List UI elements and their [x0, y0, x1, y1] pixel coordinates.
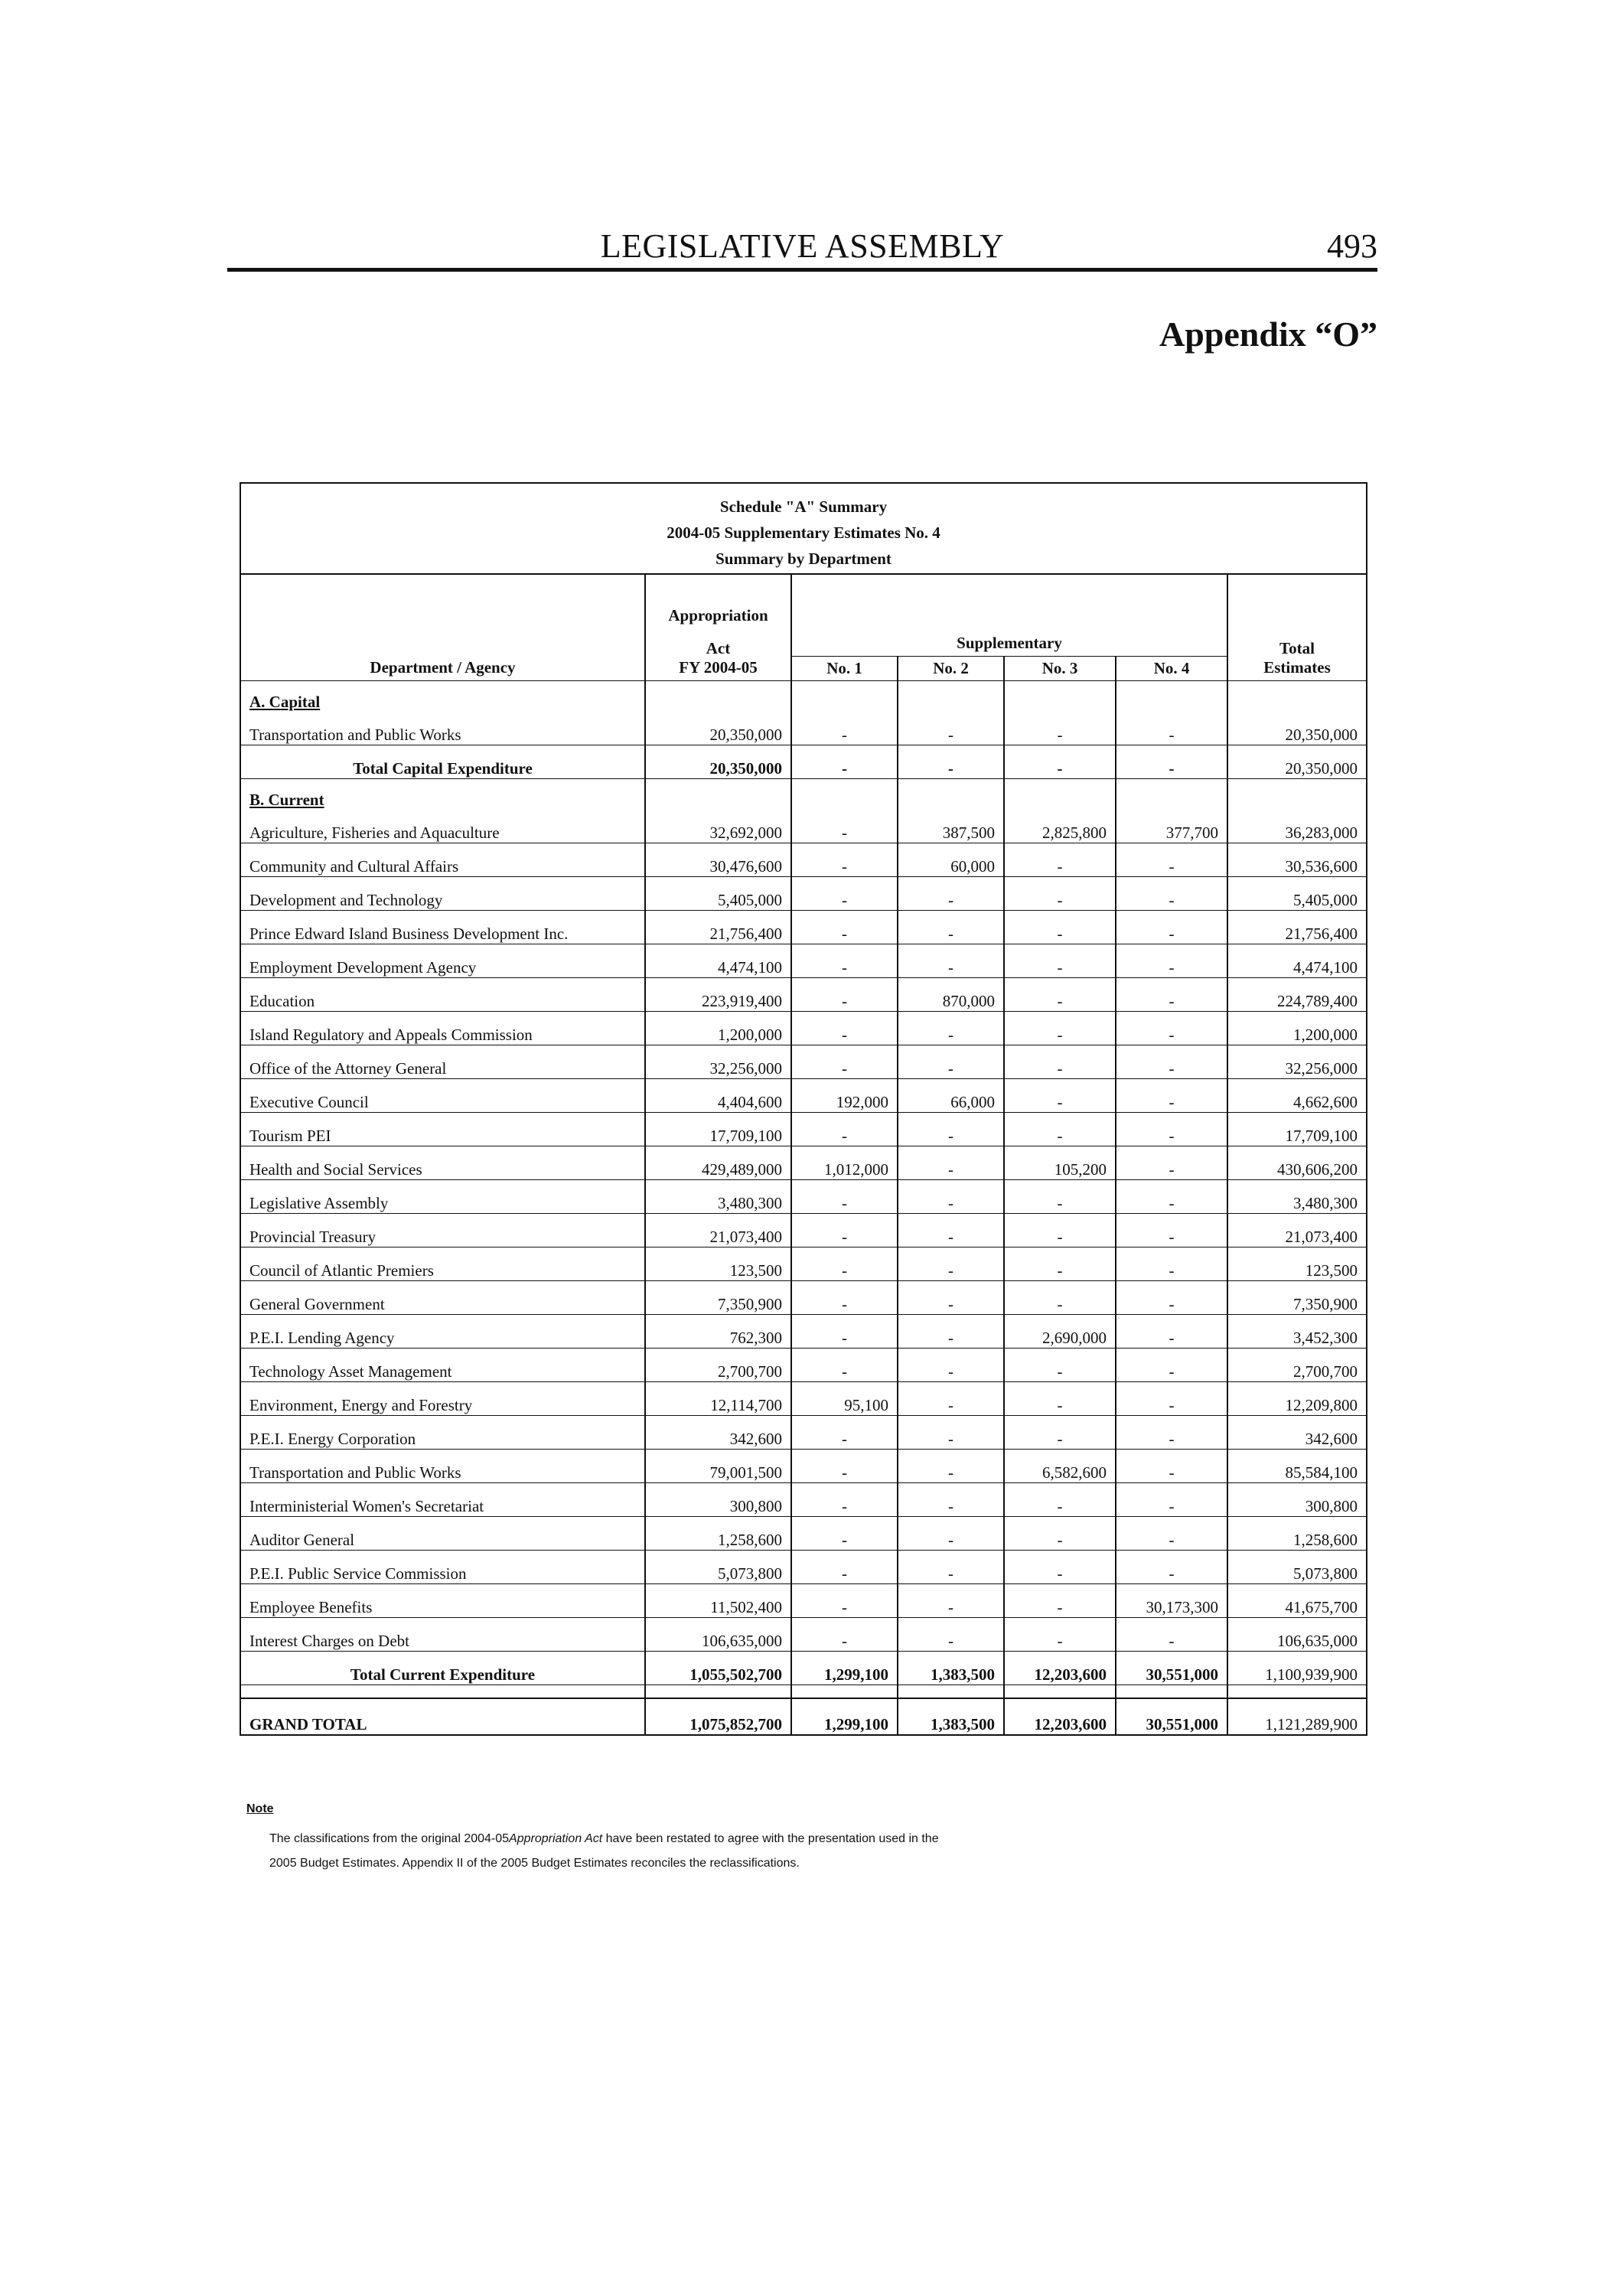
- estimates-table-body: [241, 575, 1366, 1734]
- value-cell: -: [1116, 944, 1227, 978]
- row-label: Total Capital Expenditure: [241, 745, 645, 779]
- value-cell: -: [1004, 1517, 1116, 1551]
- value-cell: -: [791, 1416, 898, 1450]
- value-cell: -: [791, 1045, 898, 1079]
- value-cell: 6,582,600: [1004, 1450, 1116, 1483]
- value-cell: -: [1116, 1113, 1227, 1146]
- value-cell: -: [898, 1012, 1004, 1045]
- schedule-subtitle: 2004-05 Supplementary Estimates No. 4: [667, 523, 940, 542]
- row-label: Office of the Attorney General: [241, 1045, 645, 1079]
- total-line-1: Total: [1279, 639, 1315, 657]
- value-cell: -: [1116, 712, 1227, 745]
- total-cell: 5,073,800: [1227, 1551, 1366, 1584]
- value-cell: 1,012,000: [791, 1146, 898, 1180]
- value-cell: 60,000: [898, 843, 1004, 877]
- note-text-before: The classifications from the original 2004-05: [269, 1832, 510, 1845]
- total-cell: 3,452,300: [1227, 1315, 1366, 1349]
- value-cell: 4,404,600: [645, 1079, 791, 1113]
- value-cell: -: [791, 1483, 898, 1517]
- value-cell: -: [1116, 1214, 1227, 1247]
- value-cell: 5,405,000: [645, 877, 791, 911]
- table-row: [241, 1079, 1366, 1113]
- value-cell: -: [791, 1315, 898, 1349]
- value-cell: -: [1116, 1045, 1227, 1079]
- column-header-no4: No. 4: [1153, 659, 1190, 677]
- value-cell: 2,700,700: [645, 1349, 791, 1382]
- value-cell: -: [898, 1281, 1004, 1315]
- value-cell: 21,756,400: [645, 911, 791, 944]
- value-cell: 123,500: [645, 1247, 791, 1281]
- value-cell: -: [1116, 911, 1227, 944]
- total-cell: 1,200,000: [1227, 1012, 1366, 1045]
- supplementary-subheaders: [792, 656, 1227, 680]
- value-cell: -: [1004, 1483, 1116, 1517]
- value-cell: -: [1116, 1315, 1227, 1349]
- blank-cell: [791, 681, 898, 713]
- value-cell: -: [1116, 1349, 1227, 1382]
- total-cell: 106,635,000: [1227, 1618, 1366, 1652]
- total-cell: 1,100,939,900: [1227, 1652, 1366, 1685]
- appropriation-line-2: Act: [706, 639, 731, 657]
- total-cell: 4,474,100: [1227, 944, 1366, 978]
- schedule-summary-table: [240, 482, 1367, 1736]
- value-cell: 2,825,800: [1004, 810, 1116, 843]
- value-cell: 17,709,100: [645, 1113, 791, 1146]
- note-line-2: 2005 Budget Estimates. Appendix II of the 2005 Budget Estimates reconciles the reclassifications.: [269, 1857, 800, 1870]
- value-cell: -: [1004, 1618, 1116, 1652]
- value-cell: 12,114,700: [645, 1382, 791, 1416]
- table-row: [241, 1382, 1366, 1416]
- value-cell: -: [1004, 1180, 1116, 1214]
- spacer-row: [241, 1685, 1366, 1699]
- value-cell: -: [791, 1180, 898, 1214]
- row-label: Council of Atlantic Premiers: [241, 1247, 645, 1281]
- appropriation-line-1: Appropriation: [668, 606, 768, 625]
- value-cell: 1,383,500: [898, 1652, 1004, 1685]
- row-label: Environment, Energy and Forestry: [241, 1382, 645, 1416]
- value-cell: -: [791, 1214, 898, 1247]
- value-cell: 387,500: [898, 810, 1004, 843]
- section-row-capital: [241, 681, 1366, 713]
- row-label: Transportation and Public Works: [241, 712, 645, 745]
- page-header: [227, 223, 1377, 272]
- note-text-after: have been restated to agree with the presentation used in the: [602, 1832, 939, 1845]
- value-cell: 21,073,400: [645, 1214, 791, 1247]
- value-cell: 32,692,000: [645, 810, 791, 843]
- value-cell: -: [791, 978, 898, 1012]
- value-cell: -: [1004, 1551, 1116, 1584]
- row-label: Health and Social Services: [241, 1146, 645, 1180]
- value-cell: 12,203,600: [1004, 1698, 1116, 1734]
- column-header-no1: No. 1: [792, 657, 898, 680]
- total-row: [241, 1652, 1366, 1685]
- value-cell: -: [898, 1416, 1004, 1450]
- value-cell: -: [1004, 911, 1116, 944]
- blank-cell: [1227, 681, 1366, 713]
- value-cell: -: [1116, 877, 1227, 911]
- row-label: Auditor General: [241, 1517, 645, 1551]
- value-cell: 342,600: [645, 1416, 791, 1450]
- value-cell: -: [1004, 712, 1116, 745]
- blank-cell: [1004, 681, 1116, 713]
- value-cell: -: [791, 1517, 898, 1551]
- value-cell: -: [1116, 1450, 1227, 1483]
- value-cell: 870,000: [898, 978, 1004, 1012]
- blank-cell: [645, 779, 791, 810]
- value-cell: -: [791, 1450, 898, 1483]
- total-cell: 21,073,400: [1227, 1214, 1366, 1247]
- value-cell: -: [791, 1113, 898, 1146]
- section-label: B. Current: [249, 791, 324, 809]
- total-cell: 2,700,700: [1227, 1349, 1366, 1382]
- value-cell: 2,690,000: [1004, 1315, 1116, 1349]
- table-row: [241, 712, 1366, 745]
- value-cell: 3,480,300: [645, 1180, 791, 1214]
- table-row: [241, 843, 1366, 877]
- row-label: Interest Charges on Debt: [241, 1618, 645, 1652]
- running-title: LEGISLATIVE ASSEMBLY: [600, 227, 1005, 265]
- value-cell: -: [1004, 1045, 1116, 1079]
- table-row: [241, 944, 1366, 978]
- row-label: General Government: [241, 1281, 645, 1315]
- row-label: P.E.I. Lending Agency: [241, 1315, 645, 1349]
- value-cell: -: [1004, 1247, 1116, 1281]
- total-cell: 7,350,900: [1227, 1281, 1366, 1315]
- row-label: Employee Benefits: [241, 1584, 645, 1618]
- row-label: Interministerial Women's Secretariat: [241, 1483, 645, 1517]
- blank-cell: [1004, 1685, 1116, 1699]
- total-cell: 224,789,400: [1227, 978, 1366, 1012]
- row-label: P.E.I. Energy Corporation: [241, 1416, 645, 1450]
- row-label: Employment Development Agency: [241, 944, 645, 978]
- column-header-no3: No. 3: [1005, 657, 1116, 680]
- value-cell: -: [898, 1517, 1004, 1551]
- value-cell: -: [898, 1349, 1004, 1382]
- table-header-row: [241, 575, 1366, 681]
- row-label: Total Current Expenditure: [241, 1652, 645, 1685]
- value-cell: 30,551,000: [1116, 1698, 1227, 1734]
- value-cell: 1,383,500: [898, 1698, 1004, 1734]
- row-label: Prince Edward Island Business Development Inc.: [241, 911, 645, 944]
- value-cell: 95,100: [791, 1382, 898, 1416]
- schedule-caption: Summary by Department: [715, 550, 892, 568]
- table-row: [241, 1483, 1366, 1517]
- value-cell: -: [1004, 1584, 1116, 1618]
- table-row: [241, 911, 1366, 944]
- value-cell: -: [898, 1214, 1004, 1247]
- grand-total-row: [241, 1698, 1366, 1734]
- value-cell: 4,474,100: [645, 944, 791, 978]
- table-row: [241, 1180, 1366, 1214]
- value-cell: -: [1004, 944, 1116, 978]
- value-cell: -: [1116, 1382, 1227, 1416]
- value-cell: 105,200: [1004, 1146, 1116, 1180]
- row-label: Transportation and Public Works: [241, 1450, 645, 1483]
- value-cell: -: [1116, 1416, 1227, 1450]
- table-row: [241, 810, 1366, 843]
- value-cell: -: [791, 1012, 898, 1045]
- value-cell: -: [898, 877, 1004, 911]
- value-cell: -: [791, 877, 898, 911]
- table-row: [241, 1113, 1366, 1146]
- value-cell: -: [898, 911, 1004, 944]
- value-cell: -: [1004, 978, 1116, 1012]
- row-label: Tourism PEI: [241, 1113, 645, 1146]
- row-label: Provincial Treasury: [241, 1214, 645, 1247]
- total-cell: 3,480,300: [1227, 1180, 1366, 1214]
- blank-cell: [1116, 681, 1227, 713]
- value-cell: 192,000: [791, 1079, 898, 1113]
- total-cell: 20,350,000: [1227, 745, 1366, 779]
- value-cell: -: [1116, 1281, 1227, 1315]
- value-cell: -: [1116, 1079, 1227, 1113]
- section-row-current: [241, 779, 1366, 810]
- blank-cell: [1004, 779, 1116, 810]
- note-text-italic: Appropriation Act: [509, 1832, 603, 1845]
- column-header-no2: No. 2: [898, 657, 1005, 680]
- note-label: Note: [246, 1802, 274, 1815]
- total-cell: 12,209,800: [1227, 1382, 1366, 1416]
- value-cell: 1,055,502,700: [645, 1652, 791, 1685]
- blank-cell: [791, 1685, 898, 1699]
- value-cell: 106,635,000: [645, 1618, 791, 1652]
- value-cell: -: [898, 745, 1004, 779]
- blank-cell: [898, 779, 1004, 810]
- value-cell: 429,489,000: [645, 1146, 791, 1180]
- value-cell: 5,073,800: [645, 1551, 791, 1584]
- value-cell: -: [1004, 1113, 1116, 1146]
- value-cell: 1,200,000: [645, 1012, 791, 1045]
- value-cell: -: [1004, 745, 1116, 779]
- value-cell: -: [791, 745, 898, 779]
- total-cell: 17,709,100: [1227, 1113, 1366, 1146]
- table-row: [241, 1045, 1366, 1079]
- value-cell: -: [791, 1551, 898, 1584]
- column-header-appropriation: [645, 575, 791, 681]
- row-label: Agriculture, Fisheries and Aquaculture: [241, 810, 645, 843]
- value-cell: 20,350,000: [645, 712, 791, 745]
- value-cell: -: [1004, 1416, 1116, 1450]
- value-cell: -: [1116, 745, 1227, 779]
- row-label: Executive Council: [241, 1079, 645, 1113]
- value-cell: 1,299,100: [791, 1698, 898, 1734]
- value-cell: 11,502,400: [645, 1584, 791, 1618]
- value-cell: -: [898, 1247, 1004, 1281]
- value-cell: -: [898, 944, 1004, 978]
- value-cell: 30,476,600: [645, 843, 791, 877]
- total-row: [241, 745, 1366, 779]
- total-cell: 20,350,000: [1227, 712, 1366, 745]
- value-cell: 377,700: [1116, 810, 1227, 843]
- blank-cell: [241, 1685, 645, 1699]
- table-row: [241, 1214, 1366, 1247]
- total-cell: 4,662,600: [1227, 1079, 1366, 1113]
- table-row: [241, 1247, 1366, 1281]
- value-cell: -: [898, 1146, 1004, 1180]
- value-cell: -: [791, 944, 898, 978]
- total-cell: 5,405,000: [1227, 877, 1366, 911]
- value-cell: -: [898, 1551, 1004, 1584]
- total-cell: 430,606,200: [1227, 1146, 1366, 1180]
- table-row: [241, 1618, 1366, 1652]
- value-cell: -: [1116, 1146, 1227, 1180]
- table-row: [241, 1315, 1366, 1349]
- value-cell: 79,001,500: [645, 1450, 791, 1483]
- table-row: [241, 1012, 1366, 1045]
- table-row: [241, 1584, 1366, 1618]
- section-label-capital: A. Capital: [249, 693, 321, 711]
- value-cell: -: [1116, 1247, 1227, 1281]
- value-cell: -: [791, 1584, 898, 1618]
- value-cell: -: [898, 1180, 1004, 1214]
- value-cell: -: [898, 1450, 1004, 1483]
- table-row: [241, 1349, 1366, 1382]
- value-cell: -: [898, 1483, 1004, 1517]
- column-header-supplementary-group: [791, 575, 1227, 681]
- total-cell: 1,121,289,900: [1227, 1698, 1366, 1734]
- total-cell: 30,536,600: [1227, 843, 1366, 877]
- row-label: Community and Cultural Affairs: [241, 843, 645, 877]
- value-cell: -: [791, 712, 898, 745]
- value-cell: -: [898, 1045, 1004, 1079]
- value-cell: 1,299,100: [791, 1652, 898, 1685]
- value-cell: -: [1004, 1012, 1116, 1045]
- row-label: Technology Asset Management: [241, 1349, 645, 1382]
- value-cell: 20,350,000: [645, 745, 791, 779]
- value-cell: 12,203,600: [1004, 1652, 1116, 1685]
- table-row: [241, 1450, 1366, 1483]
- appropriation-line-3: FY 2004-05: [679, 658, 758, 677]
- total-cell: 342,600: [1227, 1416, 1366, 1450]
- value-cell: -: [791, 1247, 898, 1281]
- value-cell: 300,800: [645, 1483, 791, 1517]
- column-header-department: Department / Agency: [241, 575, 645, 681]
- note-text: [246, 1827, 1364, 1876]
- value-cell: -: [898, 1618, 1004, 1652]
- row-label: Development and Technology: [241, 877, 645, 911]
- value-cell: 32,256,000: [645, 1045, 791, 1079]
- note-line-1: [269, 1827, 1364, 1851]
- value-cell: 223,919,400: [645, 978, 791, 1012]
- value-cell: -: [1116, 978, 1227, 1012]
- value-cell: -: [1116, 1483, 1227, 1517]
- blank-cell: [1227, 779, 1366, 810]
- table-row: [241, 1281, 1366, 1315]
- value-cell: -: [1004, 877, 1116, 911]
- blank-cell: [645, 1685, 791, 1699]
- value-cell: -: [898, 712, 1004, 745]
- value-cell: -: [898, 1584, 1004, 1618]
- value-cell: 66,000: [898, 1079, 1004, 1113]
- value-cell: -: [898, 1113, 1004, 1146]
- value-cell: -: [1004, 1281, 1116, 1315]
- value-cell: -: [898, 1382, 1004, 1416]
- value-cell: 30,173,300: [1116, 1584, 1227, 1618]
- value-cell: 1,075,852,700: [645, 1698, 791, 1734]
- table-row: [241, 1551, 1366, 1584]
- blank-cell: [898, 1685, 1004, 1699]
- total-cell: 123,500: [1227, 1247, 1366, 1281]
- value-cell: -: [791, 810, 898, 843]
- value-cell: -: [898, 1315, 1004, 1349]
- row-label: Island Regulatory and Appeals Commission: [241, 1012, 645, 1045]
- row-label: Legislative Assembly: [241, 1180, 645, 1214]
- value-cell: -: [791, 1349, 898, 1382]
- value-cell: -: [1116, 1180, 1227, 1214]
- value-cell: 30,551,000: [1116, 1652, 1227, 1685]
- value-cell: -: [1004, 1214, 1116, 1247]
- value-cell: 1,258,600: [645, 1517, 791, 1551]
- blank-cell: [898, 681, 1004, 713]
- table-row: [241, 1517, 1366, 1551]
- schedule-title: Schedule "A" Summary: [719, 497, 888, 516]
- value-cell: 762,300: [645, 1315, 791, 1349]
- value-cell: -: [1116, 1012, 1227, 1045]
- total-cell: 1,258,600: [1227, 1517, 1366, 1551]
- total-cell: 21,756,400: [1227, 911, 1366, 944]
- value-cell: -: [1004, 843, 1116, 877]
- total-cell: 36,283,000: [1227, 810, 1366, 843]
- blank-cell: [1116, 779, 1227, 810]
- blank-cell: [1227, 1685, 1366, 1699]
- appendix-title: Appendix “O”: [1159, 315, 1377, 354]
- total-cell: 32,256,000: [1227, 1045, 1366, 1079]
- value-cell: -: [791, 1618, 898, 1652]
- value-cell: -: [1116, 1551, 1227, 1584]
- total-cell: 41,675,700: [1227, 1584, 1366, 1618]
- column-header-supplementary: Supplementary: [957, 634, 1062, 652]
- total-line-2: Estimates: [1263, 658, 1331, 677]
- row-label: Education: [241, 978, 645, 1012]
- total-cell: 85,584,100: [1227, 1450, 1366, 1483]
- row-label: P.E.I. Public Service Commission: [241, 1551, 645, 1584]
- estimates-table: [241, 575, 1366, 1734]
- table-row: [241, 877, 1366, 911]
- value-cell: -: [1004, 1382, 1116, 1416]
- blank-cell: [791, 779, 898, 810]
- table-row: [241, 1146, 1366, 1180]
- footnote: [246, 1802, 1364, 1876]
- value-cell: -: [1004, 1079, 1116, 1113]
- value-cell: -: [1116, 1618, 1227, 1652]
- page-number: 493: [1327, 227, 1377, 265]
- table-row: [241, 978, 1366, 1012]
- schedule-title-block: [241, 484, 1366, 575]
- value-cell: -: [791, 911, 898, 944]
- value-cell: -: [791, 1281, 898, 1315]
- table-row: [241, 1416, 1366, 1450]
- value-cell: 7,350,900: [645, 1281, 791, 1315]
- total-cell: 300,800: [1227, 1483, 1366, 1517]
- value-cell: -: [791, 843, 898, 877]
- row-label: GRAND TOTAL: [249, 1715, 367, 1733]
- value-cell: -: [1116, 843, 1227, 877]
- blank-cell: [1116, 1685, 1227, 1699]
- blank-cell: [645, 681, 791, 713]
- value-cell: -: [1116, 1517, 1227, 1551]
- column-header-total: [1227, 575, 1366, 681]
- value-cell: -: [1004, 1349, 1116, 1382]
